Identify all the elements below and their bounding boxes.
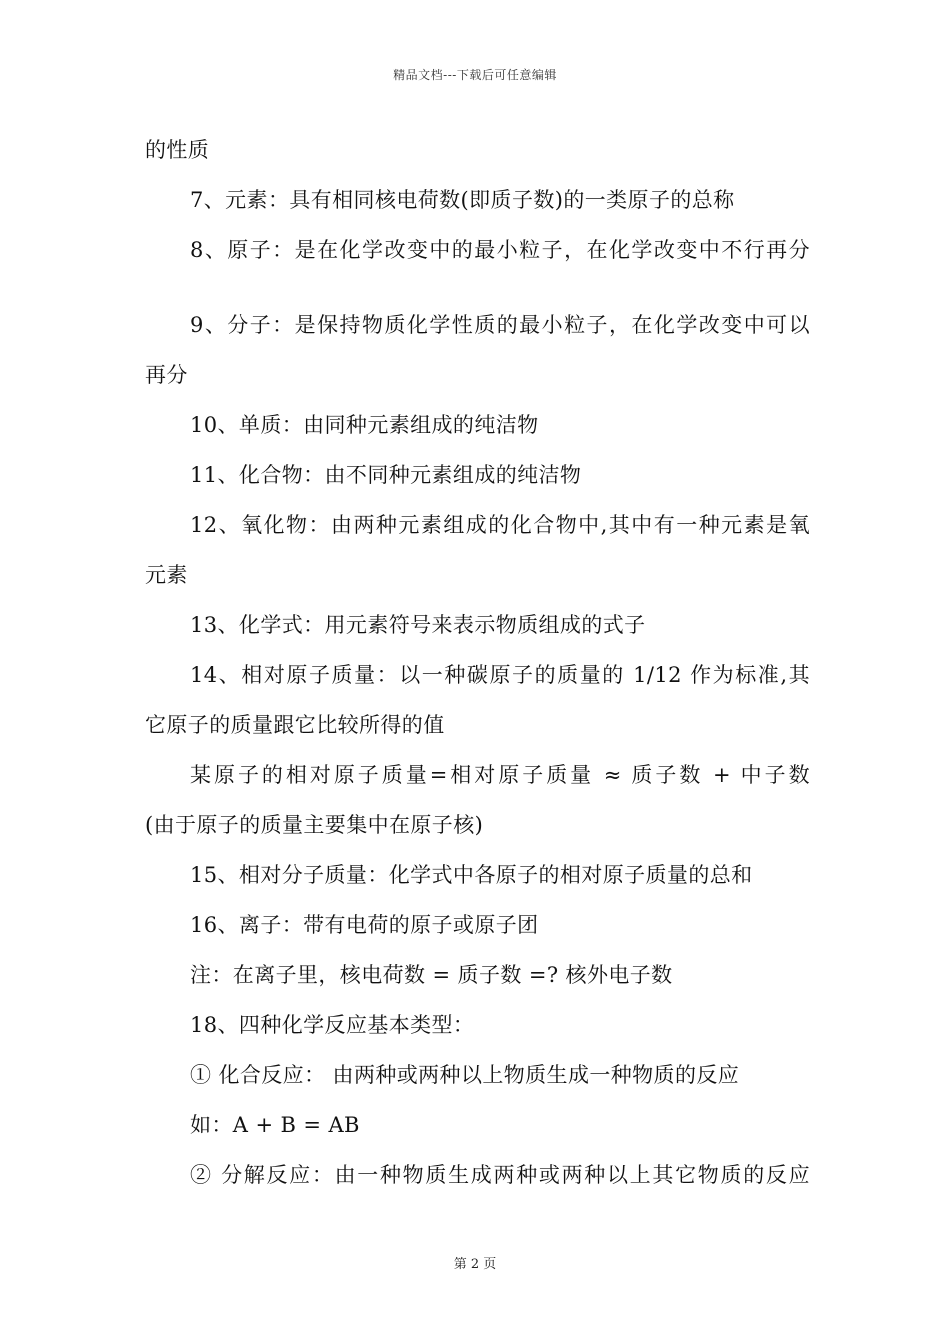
page-number: 第 2 页 xyxy=(453,1257,497,1272)
decomposition-reaction: ② 分解反应：由一种物质生成两种或两种以上其它物质的反应 xyxy=(190,1163,810,1187)
definition-compound: 11、化合物：由不同种元素组成的纯洁物 xyxy=(190,463,582,487)
definition-relative-molecular-mass: 15、相对分子质量：化学式中各原子的相对原子质量的总和 xyxy=(190,863,753,887)
definition-relative-atomic-mass: 14、相对原子质量：以一种碳原子的质量的 1/12 作为标准,其 xyxy=(190,663,810,687)
definition-element: 7、元素：具有相同核电荷数(即质子数)的一类原子的总称 xyxy=(190,188,735,212)
definition-elemental-substance: 10、单质：由同种元素组成的纯洁物 xyxy=(190,413,539,437)
combination-reaction-example: 如：A + B = AB xyxy=(190,1113,360,1137)
relative-atomic-mass-formula: 某原子的相对原子质量=相对原子质量 ≈ 质子数 + 中子数 xyxy=(190,763,810,787)
text-line-continuation: 的性质 xyxy=(145,138,210,162)
definition-molecule: 9、分子：是保持物质化学性质的最小粒子，在化学改变中可以 xyxy=(190,313,810,337)
definition-oxide: 12、氧化物：由两种元素组成的化合物中,其中有一种元素是氧 xyxy=(190,513,810,537)
definition-relative-atomic-mass-continued: 它原子的质量跟它比较所得的值 xyxy=(145,713,445,737)
definition-chemical-formula: 13、化学式：用元素符号来表示物质组成的式子 xyxy=(190,613,646,637)
ion-note: 注：在离子里，核电荷数 = 质子数 =? 核外电子数 xyxy=(190,963,673,987)
definition-ion: 16、离子：带有电荷的原子或原子团 xyxy=(190,913,539,937)
relative-atomic-mass-note: (由于原子的质量主要集中在原子核) xyxy=(145,813,484,837)
definition-oxide-continued: 元素 xyxy=(145,563,188,587)
page-header: 精品文档---下载后可任意编辑 xyxy=(393,68,557,82)
definition-atom: 8、原子：是在化学改变中的最小粒子，在化学改变中不行再分 xyxy=(190,238,810,262)
combination-reaction: ① 化合反应： 由两种或两种以上物质生成一种物质的反应 xyxy=(190,1063,740,1087)
reaction-types-heading: 18、四种化学反应基本类型： xyxy=(190,1013,475,1037)
definition-molecule-continued: 再分 xyxy=(145,363,188,387)
